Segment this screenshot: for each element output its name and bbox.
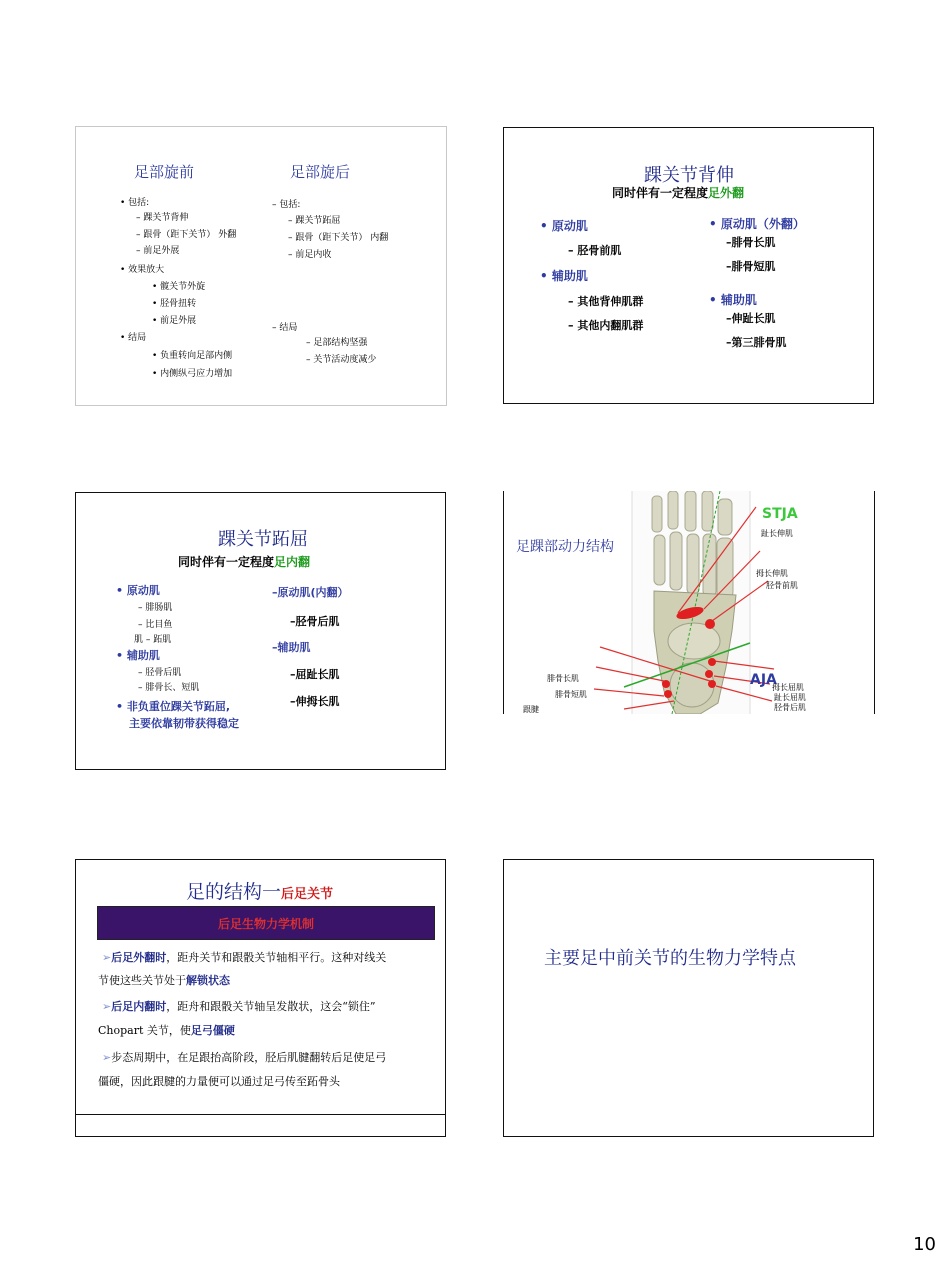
pronation-includes: • 包括:: [120, 198, 150, 208]
label-fdl: 趾长屈肌: [774, 693, 806, 702]
plantar-left-item-3: 肌 – 跖肌: [134, 635, 172, 645]
dorsi-left-head-2: • 辅助肌: [540, 269, 588, 283]
label-fhl: 拇长屈肌: [772, 683, 804, 692]
hindfoot-para-2b: Chopart 关节，使足弓僵硬: [98, 1024, 235, 1037]
dorsi-right-item-1: –腓骨长肌: [726, 236, 776, 249]
aja-label: AJA: [750, 672, 777, 688]
dorsi-right-head-1: • 原动肌（外翻）: [709, 217, 805, 231]
label-peroneus-brevis: 腓骨短肌: [555, 690, 587, 699]
plantar-right-head-1: –原动肌(内翻）: [272, 586, 349, 599]
label-peroneus-longus: 腓骨长肌: [547, 674, 579, 683]
plantar-right-head-2: –辅助肌: [272, 641, 311, 654]
slide-ankle-plantarflexion: [75, 492, 446, 770]
plantar-left-head-1: • 原动肌: [116, 584, 160, 597]
slide-foot-pronation-supination: [75, 126, 447, 406]
outcome-item-1: • 负重转向足部内侧: [152, 351, 233, 361]
hindfoot-para-2: ➢后足内翻时，距舟和跟骰关节轴呈发散状，这会“锁住”: [102, 1000, 376, 1013]
dynamic-structure-title: 足踝部动力结构: [516, 539, 614, 555]
hindfoot-para-3b: 僵硬，因此跟腱的力量便可以通过足弓传至跖骨头: [98, 1075, 340, 1088]
supination-title: 足部旋后: [290, 163, 351, 181]
hindfoot-para-3: ➢步态周期中，在足跟抬高阶段，胫后肌腱翻转后足使足弓: [102, 1051, 387, 1064]
pronation-outcome: • 结局: [120, 333, 147, 343]
dorsi-right-item-3: –伸趾长肌: [726, 312, 776, 325]
outcome-item-2: • 内侧纵弓应力增加: [152, 369, 233, 379]
pronation-title: 足部旋前: [134, 163, 195, 181]
plantarflexion-subtitle: 同时伴有一定程度足内翻: [178, 555, 311, 569]
plantar-right-item-1: –胫骨后肌: [290, 615, 340, 628]
dorsi-left-head-1: • 原动肌: [540, 219, 588, 233]
pronation-item-1: – 踝关节背伸: [136, 213, 189, 223]
label-hallux-extensor: 拇长伸肌: [756, 569, 788, 578]
dorsiflexion-subtitle: 同时伴有一定程度足外翻: [612, 186, 745, 200]
pronation-item-2: – 跟骨（距下关节） 外翻: [136, 230, 237, 240]
hindfoot-para-1: ➢后足外翻时，距舟关节和跟骰关节轴相平行。这种对线关: [102, 951, 387, 964]
supination-outcome-1: – 足部结构坚强: [306, 338, 368, 348]
hindfoot-para-1b: 节使这些关节处于解锁状态: [98, 974, 230, 987]
stja-label: STJA: [762, 506, 798, 522]
midforefoot-title: 主要足中前关节的生物力学特点: [544, 948, 796, 969]
supination-includes: – 包括:: [272, 200, 301, 210]
supination-item-1: – 踝关节跖屈: [288, 216, 341, 226]
plantarflexion-title: 踝关节跖屈: [218, 529, 308, 550]
supination-item-3: – 前足内收: [288, 250, 332, 260]
dorsi-left-item-3: – 其他内翻肌群: [568, 319, 644, 332]
plantar-right-item-2: –屈趾长肌: [290, 668, 340, 681]
plantar-left-item-4: – 胫骨后肌: [138, 668, 182, 678]
dorsi-right-item-4: –第三腓骨肌: [726, 336, 787, 349]
plantar-note-1: • 非负重位踝关节跖屈,: [116, 700, 231, 713]
supination-outcome: – 结局: [272, 323, 298, 333]
pronation-amplify: • 效果放大: [120, 265, 165, 275]
amplify-item-1: • 髋关节外旋: [152, 282, 206, 292]
plantar-note-2: 主要依靠韧带获得稳定: [129, 717, 239, 730]
label-achilles: 跟腱: [523, 705, 539, 714]
dorsi-left-item-1: – 胫骨前肌: [568, 244, 622, 257]
plantar-left-item-2: – 比目鱼: [138, 620, 173, 630]
page-number: 10: [913, 1234, 936, 1255]
hindfoot-title: 足的结构一后足关节: [186, 881, 334, 903]
slide-midforefoot-biomechanics: [503, 859, 874, 1137]
slide-hindfoot-biomechanics: [75, 859, 446, 1137]
plantar-left-head-2: • 辅助肌: [116, 649, 160, 662]
dorsi-right-head-2: • 辅助肌: [709, 293, 757, 307]
pronation-item-3: – 前足外展: [136, 246, 180, 256]
hindfoot-banner: 后足生物力学机制: [97, 906, 435, 940]
plantar-left-item-1: – 腓肠肌: [138, 603, 173, 613]
label-toe-extensor: 趾长伸肌: [761, 529, 793, 538]
slide-ankle-dynamic-structure: [503, 491, 875, 714]
amplify-item-2: • 胫骨扭转: [152, 299, 197, 309]
slide-ankle-dorsiflexion: [503, 127, 874, 404]
plantar-left-item-5: – 腓骨长、短肌: [138, 683, 200, 693]
label-tib-post: 胫骨后肌: [774, 703, 806, 712]
dorsi-right-item-2: –腓骨短肌: [726, 260, 776, 273]
dorsi-left-item-2: – 其他背伸肌群: [568, 295, 644, 308]
dorsiflexion-title: 踝关节背伸: [644, 165, 734, 186]
plantar-right-item-3: –伸拇长肌: [290, 695, 340, 708]
amplify-item-3: • 前足外展: [152, 316, 197, 326]
footer-divider: [76, 1114, 446, 1115]
supination-item-2: – 跟骨（距下关节） 内翻: [288, 233, 389, 243]
label-tibialis-anterior: 胫骨前肌: [766, 581, 798, 590]
supination-outcome-2: – 关节活动度减少: [306, 355, 377, 365]
